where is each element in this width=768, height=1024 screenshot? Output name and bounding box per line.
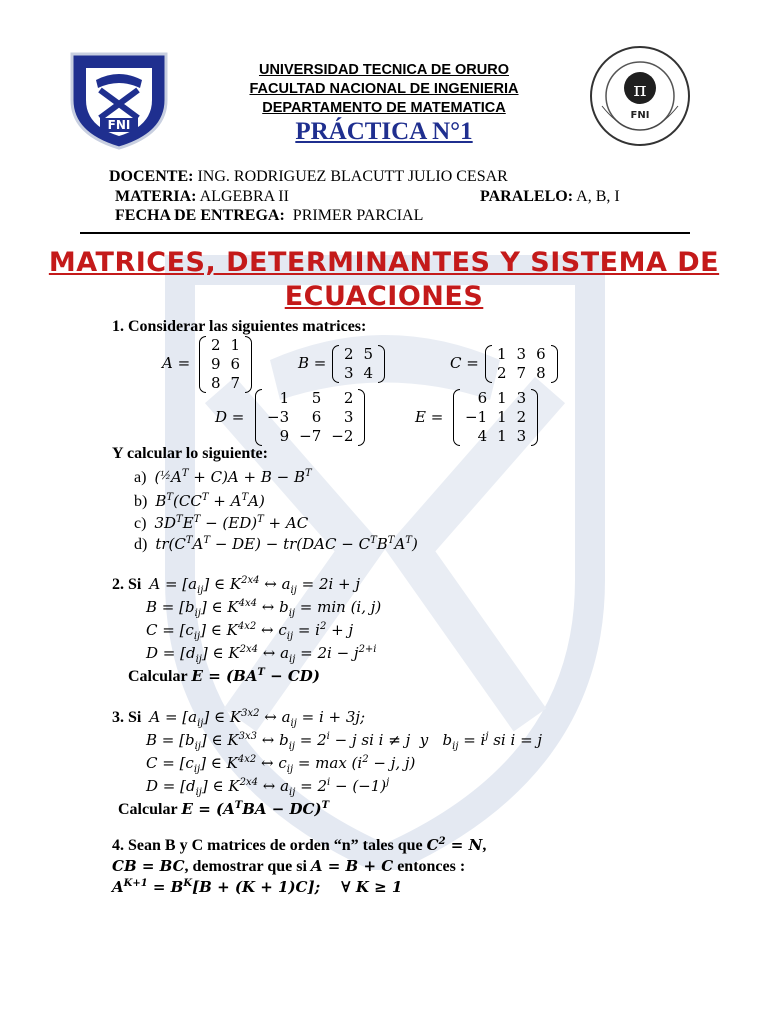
matrix-cell: 7: [230, 374, 241, 392]
matrix-cell: 2: [344, 345, 354, 363]
matrix-d-label: D =: [215, 408, 245, 426]
matrix-cell: 3: [516, 427, 527, 445]
item-b: b) $B^T(CC^T + A^TA)$: [134, 492, 265, 510]
question-1-heading: 1. Considerar las siguientes matrices:: [112, 318, 367, 335]
question-2-line4: $D = [d_{ij}]$ ∈ $K^{2x4}$ ↔ $a_{ij} = 2i - j^{2+i}$: [146, 644, 377, 665]
question-3-calc: Calcular $E = (A^TBA - DC)^T$: [118, 800, 330, 818]
matrix-cell: 5: [363, 345, 374, 363]
matrix-cell: 1: [497, 345, 507, 363]
matrix-a-label: A =: [162, 354, 191, 372]
item-a: a) $(^{\frac{1}{2}}A^T + C)A + B - B^T$: [134, 468, 312, 486]
fecha-line: FECHA DE ENTREGA: PRIMER PARCIAL: [115, 207, 424, 224]
matrix-b: [339, 345, 378, 383]
matrix-row: [492, 345, 551, 364]
matrix-d: [262, 389, 358, 446]
matrix-cell: 2: [343, 389, 354, 407]
question-2-line1: 2. Si $A = [a_{ij}]$ ∈ $K^{2x4}$ ↔ $a_{ij} = 2i + j$: [112, 575, 361, 596]
matrix-cell: 5: [311, 389, 322, 407]
matrix-cell: −7: [299, 427, 322, 445]
materia-line: MATERIA: ALGEBRA II: [115, 188, 289, 205]
matrix-cell: 7: [516, 364, 527, 382]
matrix-row: [206, 355, 245, 374]
matrix-e: [460, 389, 531, 446]
question-3-line4: $D = [d_{ij}]$ ∈ $K^{2x4}$ ↔ $a_{ij} = 2^i - (-1)^j$: [146, 777, 390, 798]
matrix-b-label: B =: [298, 354, 327, 372]
matrix-cell: 9: [211, 355, 221, 373]
main-title-line1: MATRICES, DETERMINANTES Y SISTEMA DE: [48, 247, 720, 278]
calculate-heading: Y calcular lo siguiente:: [112, 445, 268, 462]
matrix-cell: 2: [211, 336, 221, 354]
matrix-cell: 1: [230, 336, 241, 354]
matrix-cell: 3: [516, 389, 527, 407]
matrix-cell: −2: [331, 427, 354, 445]
department-name: DEPARTAMENTO DE MATEMATICA: [262, 100, 506, 116]
paralelo-line: PARALELO: A, B, I: [480, 188, 620, 205]
question-2-line3: $C = [c_{ij}]$ ∈ $K^{4x2}$ ↔ $c_{ij} = i^2 + j$: [146, 621, 354, 642]
matrix-row: [492, 364, 551, 383]
matrix-cell: 6: [477, 389, 488, 407]
matrix-cell: 8: [211, 374, 221, 392]
matrix-cell: 6: [311, 408, 322, 426]
matrix-cell: 6: [230, 355, 241, 373]
question-3-line1: 3. Si $A = [a_{ij}]$ ∈ $K^{3x2}$ ↔ $a_{ij} = i + 3j$;: [112, 708, 366, 729]
matrix-cell: 1: [497, 408, 507, 426]
question-2-line2: $B = [b_{ij}]$ ∈ $K^{4x4}$ ↔ $b_{ij} = \min (i$, j): [146, 598, 382, 619]
matrix-row: [262, 427, 358, 446]
question-4-line1: 4. Sean B y C matrices de orden “n” tales que $C^2 = N$,: [112, 836, 487, 854]
matrix-row: [460, 389, 531, 408]
practice-title: PRÁCTICA N°1: [295, 118, 473, 145]
item-d: d) $tr(C^TA^T - DE) - tr(DAC - C^TB^TA^T)$: [134, 535, 418, 553]
matrix-row: [339, 345, 378, 364]
matrix-c: [492, 345, 551, 383]
question-3-line2: $B = [b_{ij}]$ ∈ $K^{3x3}$ ↔ $b_{ij} = 2^i - j$ si i ≠ j y $b_{ij} = i^j$ si i = j: [146, 731, 543, 752]
matrix-e-label: E =: [415, 408, 444, 426]
section-divider: [80, 232, 690, 234]
matrix-cell: 2: [516, 408, 527, 426]
university-name: UNIVERSIDAD TECNICA DE ORURO: [258, 62, 509, 78]
question-4-line2: CB = BC, demostrar que si A = B + C entonces :: [112, 857, 466, 875]
svg-text:π: π: [633, 77, 647, 101]
svg-text:FNI: FNI: [107, 118, 131, 132]
matrix-cell: 9: [279, 427, 290, 445]
matrix-c-label: C =: [450, 354, 479, 372]
matrix-cell: 3: [516, 345, 527, 363]
matrix-row: [206, 374, 245, 393]
svg-text:FNI: FNI: [630, 110, 650, 121]
item-c: c) $3D^TE^T - (ED)^T$ + AC: [134, 514, 309, 532]
matrix-cell: 4: [363, 364, 374, 382]
matrix-cell: 8: [536, 364, 546, 382]
matrix-row: [206, 336, 245, 355]
matrix-cell: 2: [497, 364, 507, 382]
matrix-row: [460, 408, 531, 427]
matrix-a: [206, 336, 245, 393]
matrix-cell: 4: [477, 427, 488, 445]
matrix-cell: 1: [497, 389, 507, 407]
matrix-row: [339, 364, 378, 383]
main-title-line2: ECUACIONES: [284, 281, 484, 312]
question-2-calc: Calcular $E = (BA^T - CD)$: [128, 667, 320, 685]
matrix-cell: 3: [344, 364, 354, 382]
matrix-cell: −3: [267, 408, 290, 426]
faculty-name: FACULTAD NACIONAL DE INGENIERIA: [249, 81, 519, 97]
matrix-cell: 3: [343, 408, 354, 426]
matrix-cell: 6: [536, 345, 546, 363]
matrix-cell: −1: [465, 408, 488, 426]
matrix-row: [262, 389, 358, 408]
matrix-row: [460, 427, 531, 446]
matrix-cell: 1: [497, 427, 507, 445]
docente-line: DOCENTE: ING. RODRIGUEZ BLACUTT JULIO CESAR: [109, 168, 508, 185]
matrix-cell: 1: [279, 389, 290, 407]
question-3-line3: $C = [c_{ij}]$ ∈ $K^{4x2}$ ↔ $c_{ij} = \max (i^2 - j$, j): [146, 754, 416, 775]
question-4-line3: $A^{K+1} = B^K[B + (K + 1)C]$; ∀ K ≥ 1: [112, 878, 403, 896]
matrix-row: [262, 408, 358, 427]
